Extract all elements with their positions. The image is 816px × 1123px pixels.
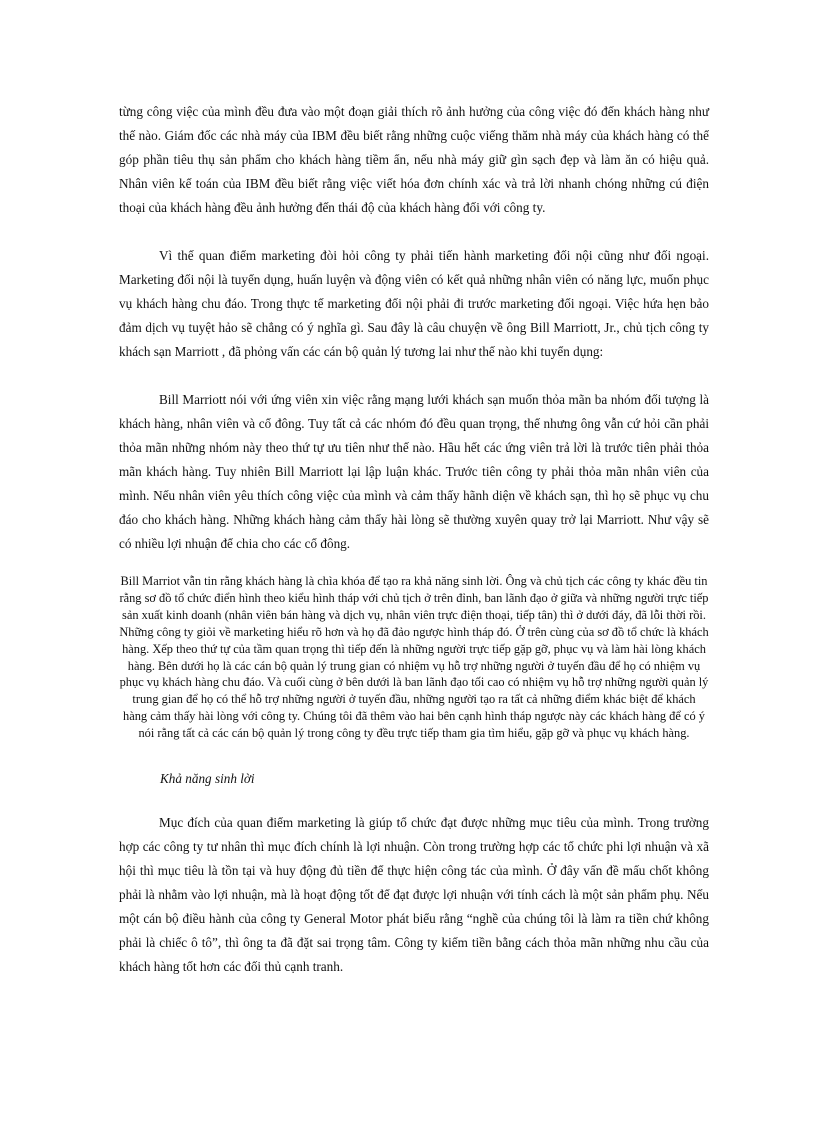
paragraph-marketing-goals: Mục đích của quan điểm marketing là giúp tổ chức đạt được những mục tiêu của mình. Trong trường hợp các công ty tư nhân thì mục đích chính là lợi nhuận. Còn trong trường hợp các tổ chức phi lợi nhuận và xã hội thì mục tiêu là tồn tại và huy động đủ tiền để thực hiện công tác của mình. Ở đây vấn đề mấu chốt không phải là nhằm vào lợi nhuận, mà là hoạt động tốt để đạt được lợi nhuận với tính cách là một sản phẩm phụ. Nếu một cán bộ điều hành của công ty General Motor phát biểu rằng “nghề của chúng tôi là làm ra tiền chứ không phải là chiếc ô tô”, thì ông ta đã đặt sai trọng tâm. Công ty kiếm tiền bằng cách thỏa mãn những nhu cầu của khách hàng tốt hơn các đối thủ cạnh tranh. bbox=[119, 815, 709, 974]
paragraph-internal-marketing: Vì thế quan điểm marketing đòi hỏi công ty phải tiến hành marketing đối nội cũng như đối ngoại. Marketing đối nội là tuyển dụng, huấn luyện và động viên có kết quả những nhân viên có năng lực, muốn phục vụ khách hàng chu đáo. Trong thực tế marketing đối nội phải đi trước marketing đối ngoại. Việc hứa hẹn bảo đảm dịch vụ tuyệt hảo sẽ chẳng có ý nghĩa gì. Sau đây là câu chuyện về ông Bill Marriott, Jr., chủ tịch công ty khách sạn Marriott , đã phỏng vấn các cán bộ quản lý tương lai như thế nào khi tuyển dụng: bbox=[119, 248, 709, 359]
section-heading-profitability: Khả năng sinh lời bbox=[160, 771, 255, 786]
paragraph-inverted-pyramid: Bill Marriot vẫn tin rằng khách hàng là chìa khóa để tạo ra khả năng sinh lời. Ông và chủ tịch các công ty khác đều tin rằng sơ đồ tổ chức điển hình theo kiểu hình tháp với chủ tịch ở trên đỉnh, ban lãnh đạo ở giữa và những người trực tiếp sản xuất kinh doanh (nhân viên bán hàng và dịch vụ, nhân viên trực điện thoại, tiếp tân) thì ở dưới đáy, đã lỗi thời rồi. Những công ty giỏi về marketing hiểu rõ hơn và họ đã đảo ngược hình tháp đó. Ở trên cùng của sơ đồ tổ chức là khách hàng. Xếp theo thứ tự của tầm quan trọng thì tiếp đến là những người trực tiếp gặp gỡ, phục vụ và làm hài lòng khách hàng. Bên dưới họ là các cán bộ quản lý trung gian có nhiệm vụ hỗ trợ những người ở tuyến đầu để họ có nhiệm vụ phục vụ khách hàng chu đáo. Và cuối cùng ở bên dưới là ban lãnh đạo tối cao có nhiệm vụ hỗ trợ những người quản lý trung gian để họ có thể hỗ trợ những người ở tuyến đầu, những người tạo ra tất cả những điểm khác biệt để khách hàng cảm thấy hài lòng với công ty. Chúng tôi đã thêm vào hai bên cạnh hình tháp ngược này các khách hàng để có ý nói rằng tất cả các cán bộ quản lý trong công ty đều trực tiếp tham gia tìm hiểu, gặp gỡ và phục vụ khách hàng. bbox=[119, 574, 709, 741]
paragraph-ibm-employees: từng công việc của mình đều đưa vào một đoạn giải thích rõ ảnh hưởng của công việc đó đến khách hàng như thế nào. Giám đốc các nhà máy của IBM đều biết rằng những cuộc viếng thăm nhà máy của khách hàng có thể góp phần tiêu thụ sản phẩm cho khách hàng tiềm ẩn, nếu nhà máy giữ gìn sạch đẹp và làm ăn có hiệu quả. Nhân viên kế toán của IBM đều biết rằng việc viết hóa đơn chính xác và trả lời nhanh chóng những cú điện thoại của khách hàng đều ảnh hưởng đến thái độ của khách hàng đối với công ty. bbox=[119, 104, 709, 215]
paragraph-bill-marriott-interview: Bill Marriott nói với ứng viên xin việc rằng mạng lưới khách sạn muốn thỏa mãn ba nhóm đối tượng là khách hàng, nhân viên và cổ đông. Tuy tất cả các nhóm đó đều quan trọng, thế nhưng ông vẫn cứ hỏi cần phải thỏa mãn những nhóm này theo thứ tự ưu tiên như thế nào. Hầu hết các ứng viên trả lời là trước tiên phải thỏa mãn khách hàng. Tuy nhiên Bill Marriott lại lập luận khác. Trước tiên công ty phải thỏa mãn nhân viên của mình. Nếu nhân viên yêu thích công việc của mình và cảm thấy hãnh diện về khách sạn, thì họ sẽ phục vụ chu đáo cho khách hàng. Những khách hàng cảm thấy hài lòng sẽ thường xuyên quay trở lại Marriott. Như vậy sẽ có nhiều lợi nhuận để chia cho các cổ đông. bbox=[119, 392, 709, 551]
